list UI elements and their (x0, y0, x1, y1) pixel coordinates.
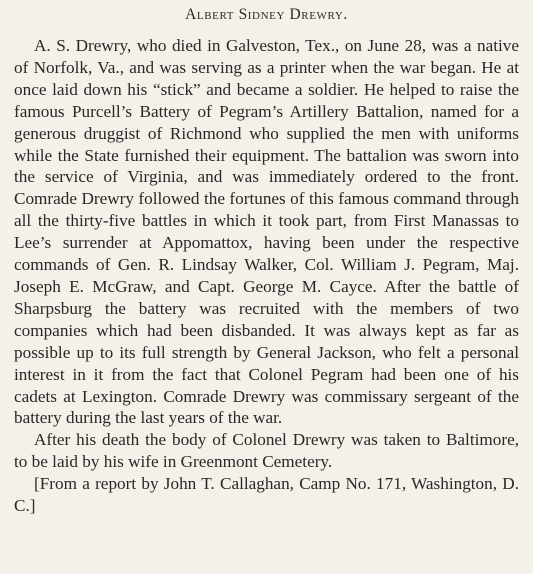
article-paragraph-burial: After his death the body of Colonel Drewry was taken to Baltimore, to be laid by his wife in Greenmont Cemetery. (14, 430, 519, 472)
article-heading: Albert Sidney Drewry. (185, 6, 348, 23)
article-source-note: [From a report by John T. Callaghan, Camp No. 171, Washington, D. C.] (14, 474, 519, 516)
article-paragraph-main: A. S. Drewry, who died in Galveston, Tex., on June 28, was a native of Norfolk, Va., and was serving as a printer when the war began. He at once laid down his “stick” and became a soldier. He helped to raise the famous Purcell’s Battery of Pegram’s Artillery Battalion, named for a generous druggist of Richmond who supplied the men with uniforms while the State furnished their equipment. The battalion was sworn into the service of Virginia, and was immediately ordered to the front. Comrade Drewry followed the fortunes of this famous command through all the thirty-five battles in which it took part, from First Manassas to Lee’s surrender at Appomattox, having been under the respective commands of Gen. R. Lindsay Walker, Col. William J. Pegram, Maj. Joseph E. McGraw, and Capt. George M. Cayce. After the battle of Sharpsburg the battery was recruited with the members of two companies which had been disbanded. It was always kept as far as possible up to its full strength by General Jackson, who felt a personal interest in it from the fact that Colonel Pegram had been one of his cadets at Lexington. Comrade Drewry was commissary sergeant of the battery during the last years of the war. (14, 36, 519, 428)
